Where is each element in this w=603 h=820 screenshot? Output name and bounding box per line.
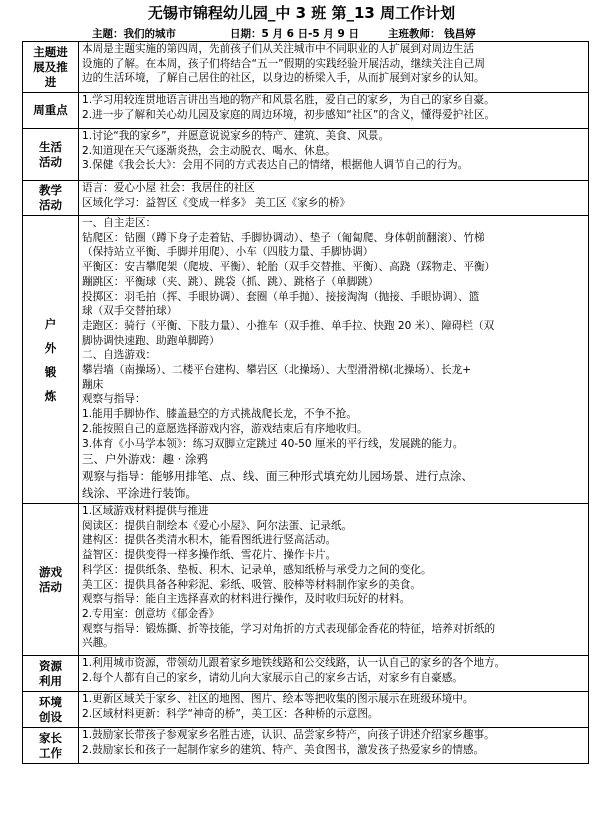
page-title: 无锡市锦程幼儿园_中 3 班 第_13 周工作计划 (147, 4, 456, 22)
row-content (79, 42, 589, 93)
content-line: 观察与指导： (82, 393, 146, 406)
content-line: 平衡区：安吉攀爬架（爬坡、平衡）、轮胎（双手交替推、平衡）、高跷（踩物走、平衡） (82, 261, 496, 274)
content-line: 阅读区：提供自制绘本《爱心小屋》、阿尔法蛋、记录纸。 (82, 519, 353, 532)
content-line: 科学区：提供纸条、垫板、积木、记录单，感知纸桥与承受力之间的变化。 (82, 563, 432, 576)
content-line: 美工区：提供具备各种彩泥、彩纸、吸管、胶棒等材料制作家乡的美食。 (82, 578, 421, 591)
content-line: 边的生活环境，了解自己居住的社区，以身边的桥梁入手，从而扩展到对家乡的认知。 (82, 72, 485, 85)
plan-table (22, 41, 589, 764)
teacher-text: 主班教师： 钱昌婷 (388, 28, 476, 40)
content-line: 区域化学习：益智区《变成一样多》 美工区《家乡的桥》 (82, 196, 351, 209)
row-content (79, 216, 589, 504)
table-row (23, 216, 589, 504)
row-label: 环境 创设 (23, 692, 79, 728)
row-label: 主题进 展及推 进 (23, 42, 79, 93)
content-line: 钻爬区：钻圈（蹲下身子走着钻、手脚协调动）、垫子（匍匐爬、身体朝前翻滚）、竹梯 (82, 231, 485, 244)
content-line: 设施的了解。在本周，孩子们将结合“五一”假期的实践经验开展活动，继续关注自己周 (82, 57, 485, 70)
date-text: 日期：5 月 6 日-5 月 9 日 (230, 28, 360, 40)
row-content (79, 728, 589, 764)
theme-text: 主题：我们的城市 (92, 28, 176, 40)
content-line: 2.进一步了解和关心幼儿园及家庭的周边环境，初步感知“社区”的含义，懂得爱护社区。 (82, 108, 496, 121)
content-line: 2.鼓励家长和孩子一起制作家乡的建筑、特产、美食图书，激发孩子热爱家乡的情感。 (82, 743, 485, 756)
content-line: 观察与指导：能够用排笔、点、线、面三种形式填充幼儿园场景、进行点涂、 (82, 469, 473, 484)
row-content (79, 181, 589, 216)
content-line: 语言：爱心小屋 社会：我居住的社区 (82, 182, 255, 194)
table-row (23, 728, 589, 764)
content-line: 本周是主题实施的第四周，先前孩子们从关注城市中不同职业的人扩展到对周边生活 (82, 43, 474, 55)
content-line: 1.学习用较连贯地语言讲出当地的物产和风景名胜，爱自己的家乡，为自己的家乡自豪。 (82, 94, 495, 106)
content-line: 2.每个人都有自己的家乡，请幼儿向大家展示自己的家乡古话，对家乡有自豪感。 (82, 671, 463, 684)
row-content (79, 129, 589, 181)
content-line: 建构区：提供各类清水积木，能看图纸进行竖高活动。 (82, 534, 337, 547)
content-line: 走跑区：骑行（平衡、下肢力量）、小推车（双手推、单手拉、快跑 20 米）、障碍栏（双 (82, 319, 495, 332)
table-row (23, 93, 589, 129)
row-label: 游戏 活动 (23, 504, 79, 656)
table-row (23, 129, 589, 181)
content-line: 2.专用室：创意坊《郁金香》 (82, 607, 220, 620)
content-line: 脚协调快速跑、助跑单脚跨） (82, 334, 220, 347)
content-line: 2.能按照自己的意愿选择游戏内容，游戏结束后有序地收归。 (82, 422, 368, 435)
row-label: 教学 活动 (23, 181, 79, 216)
content-line: 蹦跳区：平衡球（夹、跳）、跳袋（抓、跳）、跳格子（单脚跳） (82, 275, 379, 288)
row-label: 资源 利用 (23, 656, 79, 692)
content-line: 1.鼓励家长带孩子参观家乡名胜古迹，认识、品尝家乡特产，向孩子讲述介绍家乡趣事。 (82, 729, 495, 741)
row-label: 家长 工作 (23, 728, 79, 764)
content-line: 兴趣。 (82, 637, 114, 650)
content-line: 球（双手交替拍球） (82, 305, 178, 318)
table-row (23, 656, 589, 692)
row-content (79, 504, 589, 656)
row-label: 生活 活动 (23, 129, 79, 181)
content-line: 观察与指导：锻炼撕、折等技能，学习对角折的方式表现郁金香花的特征，培养对折纸的 (82, 622, 496, 635)
row-content (79, 93, 589, 129)
table-row (23, 504, 589, 656)
content-line: 攀岩墙（南操场）、二楼平台建构、攀岩区（北操场）、大型滑滑梯(北操场）、长龙+ (82, 364, 472, 377)
table-row (23, 42, 589, 93)
row-label: 户 外 锻 炼 (23, 216, 79, 504)
row-content (79, 656, 589, 692)
content-line: 1.区域游戏材料提供与推进 (82, 505, 209, 517)
content-line: 线涂、平涂进行装饰。 (82, 486, 197, 501)
content-line: 2.区域材料更新：科学“神奇的桥”，美工区：各种桥的示意图。 (82, 707, 379, 720)
content-line: 三、户外游戏：趣 · 涂鸦 (82, 452, 208, 467)
row-label: 周重点 (23, 93, 79, 129)
content-line: 2.知道现在天气逐渐炎热，会主动脱衣、喝水、休息。 (82, 144, 336, 157)
content-line: 1.能用手脚协作、膝盖悬空的方式挑战爬长龙，不争不抢。 (82, 408, 357, 421)
content-line: 1.更新区域关于家乡、社区的地图、图片、绘本等把收集的图示展示在班级环境中。 (82, 693, 474, 705)
row-content (79, 692, 589, 728)
table-row (23, 181, 589, 216)
content-line: 3.体育《小马学本领》：练习双脚立定跳过 40-50 厘米的平行线，发展跳的能力。 (82, 437, 464, 450)
content-line: 3.保健《我会长大》：会用不同的方式表达自己的情绪，根据他人调节自己的行为。 (82, 159, 469, 172)
content-line: 二、自选游戏： (82, 349, 157, 362)
content-line: 一、自主走区： (82, 217, 157, 229)
content-line: 投掷区：羽毛拍（挥、手眼协调）、套圈（单手抛）、接接淘淘（抛接、手眼协调）、篮 (82, 290, 480, 303)
content-line: 蹦床 (82, 378, 104, 391)
table-row (23, 692, 589, 728)
content-line: （保持站立平衡、手脚并用爬）、小车（四肢力量、手脚协调） (82, 246, 374, 259)
content-line: 1.讨论“我的家乡”，并愿意说说家乡的特产、建筑、美食、风景。 (82, 130, 390, 142)
content-line: 1.利用城市资源，带领幼儿跟着家乡地铁线路和公交线路，认一认自己的家乡的各个地方。 (82, 657, 506, 669)
content-line: 观察与指导：能自主选择喜欢的材料进行操作，及时收归玩好的材料。 (82, 593, 411, 606)
content-line: 益智区：提供变得一样多操作纸、雪花片、操作卡片。 (82, 549, 337, 562)
